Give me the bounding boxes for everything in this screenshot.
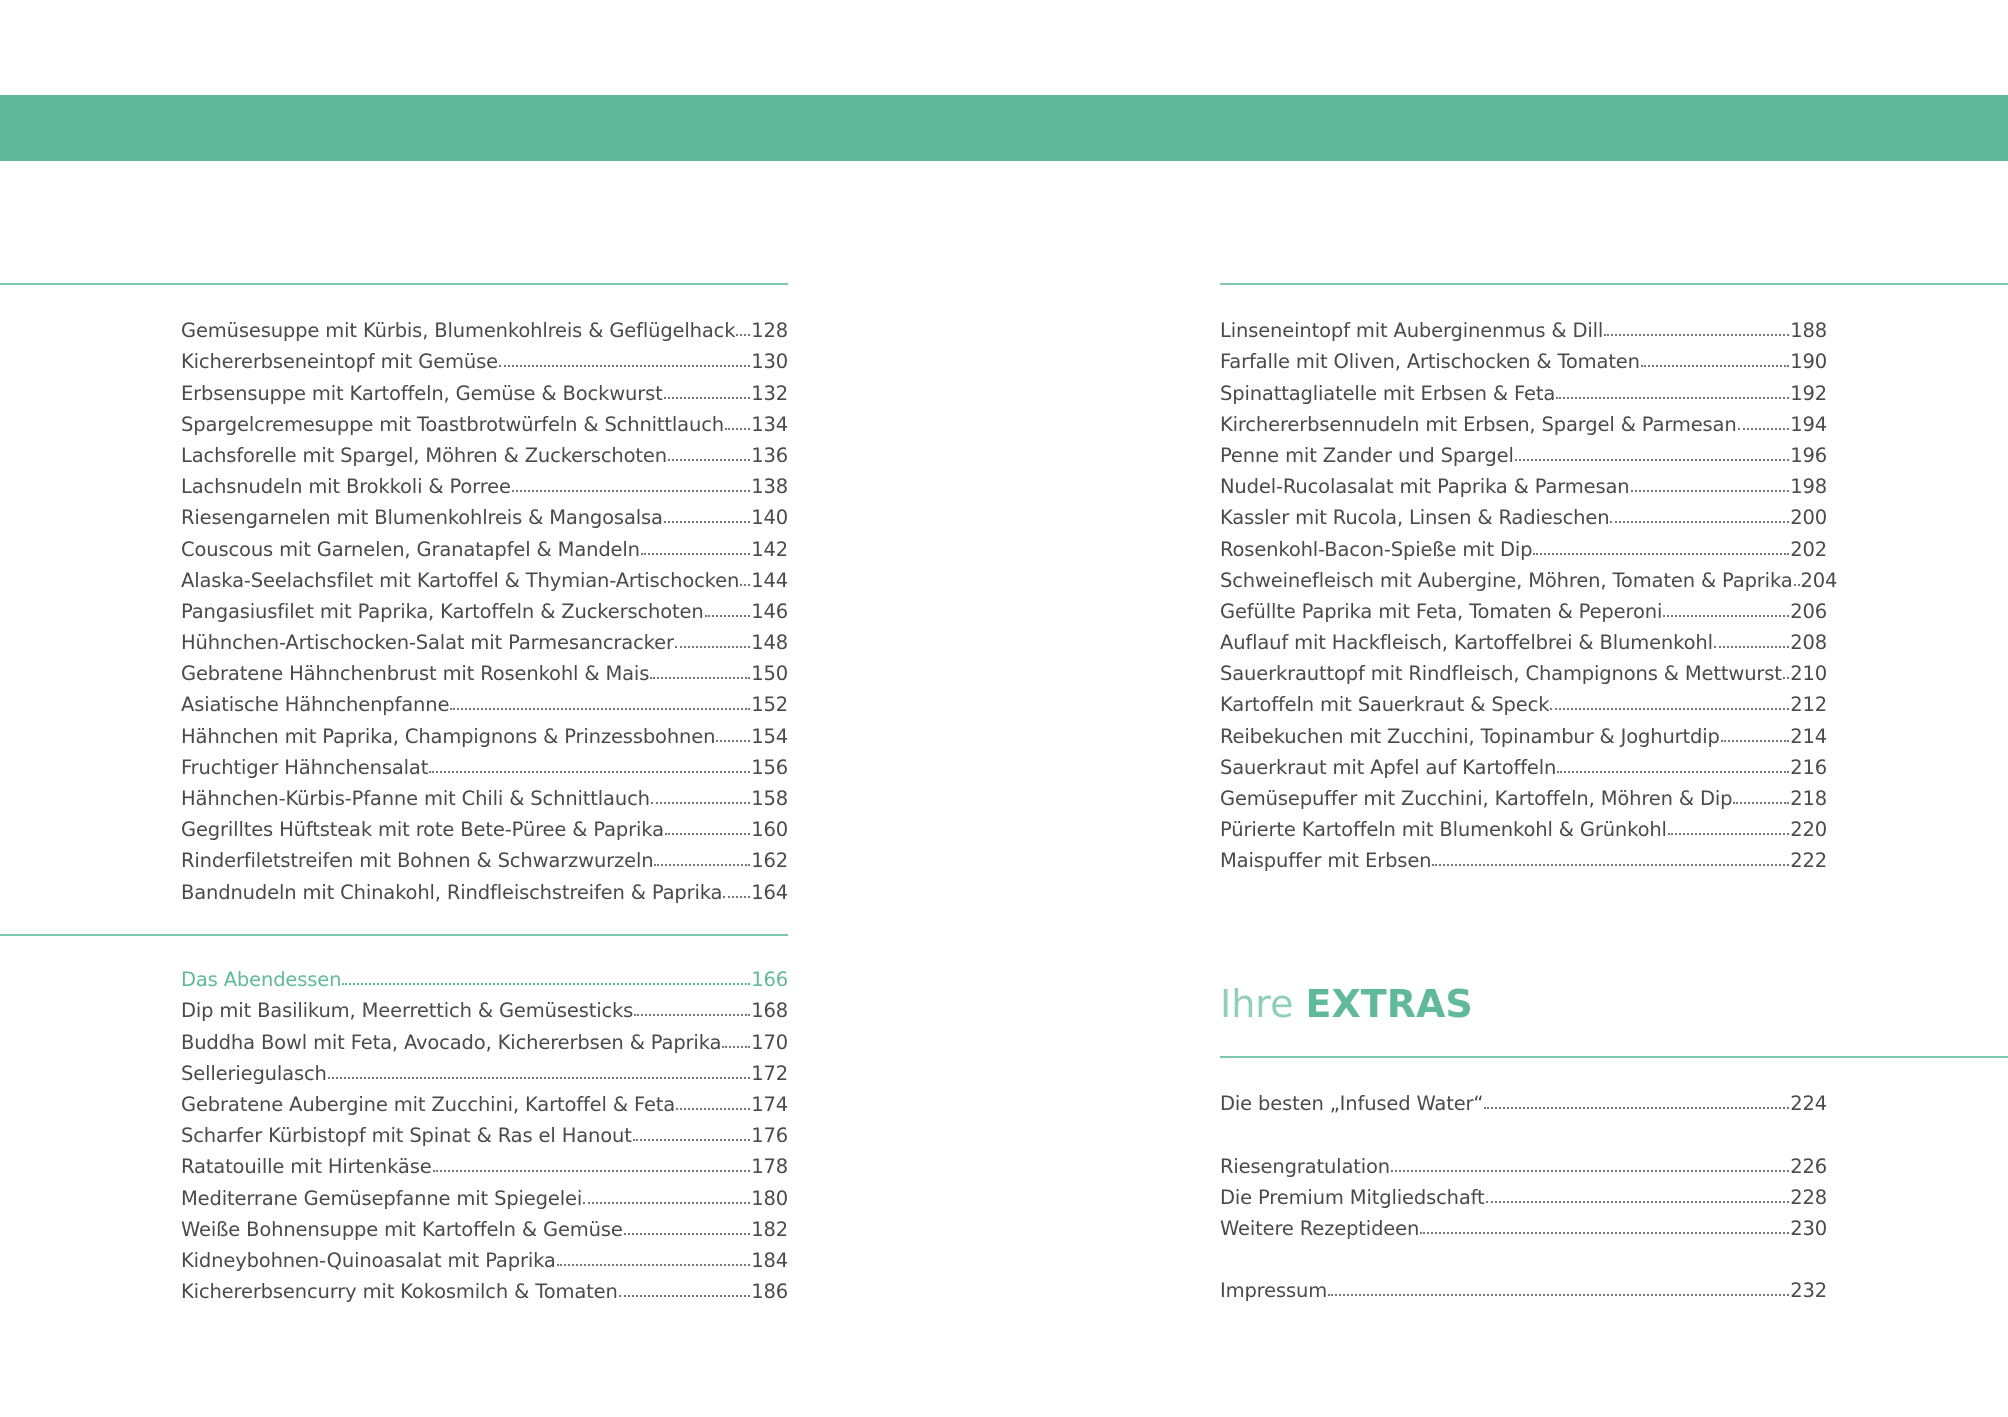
toc-entry-title: Gemüsesuppe mit Kürbis, Blumenkohlreis & Geflügelhack xyxy=(181,319,736,343)
toc-leader-dots xyxy=(1432,864,1789,866)
toc-entry-title: Weitere Rezeptideen xyxy=(1220,1216,1420,1240)
toc-entry-page: 180 xyxy=(751,1186,788,1210)
toc-entry[interactable] xyxy=(181,1275,788,1306)
toc-entry-page: 210 xyxy=(1790,662,1827,686)
toc-entry[interactable] xyxy=(1220,1181,1827,1212)
toc-entry[interactable] xyxy=(181,532,788,563)
toc-entry[interactable] xyxy=(1220,1087,1827,1118)
toc-leader-dots xyxy=(736,334,750,336)
toc-entry-page: 154 xyxy=(751,724,788,748)
toc-entry-title: Kassler mit Rucola, Linsen & Radieschen xyxy=(1220,506,1610,530)
toc-entry-title: Alaska-Seelachsfilet mit Kartoffel & Thymian-Artischocken xyxy=(181,568,740,592)
toc-entry[interactable] xyxy=(1220,595,1827,626)
toc-entry-page: 208 xyxy=(1790,631,1827,655)
toc-list-right xyxy=(1220,314,1838,875)
toc-entry-title: Mediterrane Gemüsepfanne mit Spiegelei xyxy=(181,1186,583,1210)
right-top-rule xyxy=(1220,283,2008,285)
toc-entry[interactable] xyxy=(1220,719,1827,750)
toc-leader-dots xyxy=(433,1170,751,1172)
toc-entry-page: 196 xyxy=(1790,443,1827,467)
toc-entry-page: 168 xyxy=(751,999,788,1023)
toc-entry-page: 192 xyxy=(1790,381,1827,405)
toc-entry-page: 220 xyxy=(1790,818,1827,842)
toc-entry-page: 182 xyxy=(751,1217,788,1241)
toc-entry[interactable] xyxy=(181,1119,788,1150)
left-middle-rule xyxy=(0,934,788,936)
toc-entry-page: 204 xyxy=(1800,568,1838,592)
toc-leader-dots xyxy=(619,1295,751,1297)
toc-leader-dots xyxy=(664,521,750,523)
toc-leader-dots xyxy=(1610,521,1789,523)
toc-leader-dots xyxy=(650,677,750,679)
toc-entry[interactable] xyxy=(181,688,788,719)
toc-entry[interactable] xyxy=(181,1213,788,1244)
toc-entry[interactable] xyxy=(1220,470,1827,501)
toc-leader-dots xyxy=(1631,490,1790,492)
toc-entry[interactable] xyxy=(1220,1149,1827,1180)
toc-entry-title: Kichererbseneintopf mit Gemüse xyxy=(181,350,498,374)
toc-entry-title: Kirchererbsennudeln mit Erbsen, Spargel & Parmesan xyxy=(1220,412,1737,436)
toc-entry-title: Nudel-Rucolasalat mit Paprika & Parmesan xyxy=(1220,475,1630,499)
toc-entry-title: Hähnchen-Kürbis-Pfanne mit Chili & Schnittlauch xyxy=(181,787,650,810)
extras-rule xyxy=(1220,1056,2008,1058)
toc-leader-dots xyxy=(1515,459,1789,461)
toc-entry-page: 184 xyxy=(751,1248,788,1272)
toc-entry-title: Impressum xyxy=(1220,1279,1328,1303)
left-top-rule xyxy=(0,283,788,285)
toc-leader-dots xyxy=(723,896,750,898)
toc-entry-page: 214 xyxy=(1790,724,1827,748)
toc-entry[interactable] xyxy=(1220,408,1827,439)
toc-entry[interactable] xyxy=(181,439,788,470)
toc-entry-title: Gegrilltes Hüftsteak mit rote Bete-Püree & Paprika xyxy=(181,818,664,842)
toc-leader-dots xyxy=(1641,365,1789,367)
toc-entry[interactable] xyxy=(1220,564,1838,595)
toc-entry-page: 148 xyxy=(751,631,788,655)
toc-leader-dots xyxy=(1663,615,1789,617)
toc-entry[interactable] xyxy=(1220,782,1827,813)
toc-entry[interactable] xyxy=(181,564,788,595)
toc-entry-title: Sauerkraut mit Apfel auf Kartoffeln xyxy=(1220,755,1557,779)
toc-entry-page: 206 xyxy=(1790,599,1827,623)
toc-entry-page: 132 xyxy=(751,381,788,405)
toc-entry-title: Schweinefleisch mit Aubergine, Möhren, Tomaten & Paprika xyxy=(1220,568,1793,592)
toc-entry-title: Erbsensuppe mit Kartoffeln, Gemüse & Bockwurst xyxy=(181,381,663,405)
toc-entry[interactable] xyxy=(181,408,788,439)
toc-entry[interactable] xyxy=(181,657,788,688)
toc-entry-title: Maispuffer mit Erbsen xyxy=(1220,849,1432,873)
toc-entry-page: 232 xyxy=(1790,1279,1827,1303)
toc-entry[interactable] xyxy=(1220,345,1827,376)
toc-entry-page: 128 xyxy=(751,319,788,343)
toc-entry[interactable] xyxy=(1220,1212,1827,1243)
toc-leader-dots xyxy=(634,1014,750,1016)
toc-leader-dots xyxy=(675,646,750,648)
toc-leader-dots xyxy=(1738,428,1790,430)
toc-entry-page: 174 xyxy=(751,1092,788,1116)
toc-entry[interactable] xyxy=(1220,314,1827,345)
extras-heading-light: Ihre xyxy=(1220,982,1306,1026)
toc-entry-title: Gefüllte Paprika mit Feta, Tomaten & Peperoni xyxy=(1220,599,1663,623)
toc-leader-dots xyxy=(1604,334,1789,336)
toc-entry-title: Weiße Bohnensuppe mit Kartoffeln & Gemüse xyxy=(181,1217,623,1241)
toc-entry-page: 142 xyxy=(751,537,788,561)
toc-entry[interactable] xyxy=(1220,532,1827,563)
toc-leader-dots xyxy=(499,365,750,367)
toc-entry-title: Spargelcremesuppe mit Toastbrotwürfeln & Schnittlauch xyxy=(181,412,724,436)
toc-leader-dots xyxy=(624,1233,751,1235)
toc-entry[interactable] xyxy=(181,595,788,626)
toc-entry-page: 136 xyxy=(751,443,788,467)
toc-leader-dots xyxy=(512,490,750,492)
toc-entry[interactable] xyxy=(1220,657,1827,688)
toc-entry-title: Linseneintopf mit Auberginenmus & Dill xyxy=(1220,319,1604,343)
toc-entry-page: 170 xyxy=(751,1030,788,1054)
toc-list-extras xyxy=(1220,1087,1827,1305)
toc-entry[interactable] xyxy=(1220,751,1827,782)
toc-entry-page: 172 xyxy=(751,1061,788,1085)
toc-entry-page: 164 xyxy=(751,880,788,904)
toc-leader-dots xyxy=(664,397,751,399)
toc-entry[interactable] xyxy=(181,813,788,844)
toc-entry-title: Auflauf mit Hackfleisch, Kartoffelbrei & Blumenkohl xyxy=(1220,631,1713,655)
toc-entry-page: 226 xyxy=(1790,1154,1827,1178)
toc-entry-page: 152 xyxy=(751,693,788,717)
toc-entry-title: Kartoffeln mit Sauerkraut & Speck xyxy=(1220,693,1550,717)
toc-leader-dots xyxy=(651,802,750,804)
toc-entry-title: Gebratene Hähnchenbrust mit Rosenkohl & Mais xyxy=(181,662,650,686)
toc-leader-dots xyxy=(1714,646,1789,648)
toc-entry[interactable] xyxy=(181,844,788,875)
toc-entry[interactable] xyxy=(181,782,788,813)
toc-entry-title: Asiatische Hähnchenpfanne xyxy=(181,693,450,717)
toc-entry[interactable] xyxy=(1220,376,1827,407)
toc-leader-dots xyxy=(1420,1232,1789,1234)
toc-entry[interactable] xyxy=(181,1057,788,1088)
toc-leader-dots xyxy=(1794,584,1800,586)
toc-spacer xyxy=(1220,1243,1827,1274)
toc-entry[interactable] xyxy=(181,875,788,906)
toc-entry[interactable] xyxy=(1220,1274,1827,1305)
toc-leader-dots xyxy=(583,1202,750,1204)
toc-leader-dots xyxy=(654,864,750,866)
toc-entry-title: Riesengratulation xyxy=(1220,1154,1390,1178)
toc-entry[interactable] xyxy=(1220,501,1827,532)
toc-entry-title: Selleriegulasch xyxy=(181,1061,327,1085)
toc-leader-dots xyxy=(1556,397,1789,399)
toc-entry-title: Sauerkrauttopf mit Rindfleisch, Champignons & Mettwurst xyxy=(1220,662,1782,686)
toc-leader-dots xyxy=(740,584,750,586)
toc-leader-dots xyxy=(1486,1201,1790,1203)
toc-entry-title: Pürierte Kartoffeln mit Blumenkohl & Grünkohl xyxy=(1220,818,1667,842)
toc-entry-page: 186 xyxy=(751,1280,788,1304)
toc-entry[interactable] xyxy=(181,314,788,345)
toc-entry-page: 230 xyxy=(1790,1216,1827,1240)
toc-leader-dots xyxy=(705,615,751,617)
toc-entry-page: 224 xyxy=(1790,1092,1827,1116)
toc-entry-page: 160 xyxy=(751,818,788,842)
toc-entry-page: 200 xyxy=(1790,506,1827,530)
toc-entry-title: Bandnudeln mit Chinakohl, Rindfleischstreifen & Paprika xyxy=(181,880,723,904)
toc-leader-dots xyxy=(1328,1294,1789,1296)
toc-leader-dots xyxy=(716,740,750,742)
toc-entry-title: Kichererbsencurry mit Kokosmilch & Tomaten xyxy=(181,1280,618,1304)
toc-spacer xyxy=(1220,1118,1827,1149)
toc-entry-page: 212 xyxy=(1790,693,1827,717)
toc-entry[interactable] xyxy=(181,345,788,376)
toc-entry-title: Scharfer Kürbistopf mit Spinat & Ras el Hanout xyxy=(181,1124,632,1148)
toc-entry-page: 216 xyxy=(1790,755,1827,779)
toc-leader-dots xyxy=(557,1264,751,1266)
section-heading-dinner[interactable] xyxy=(181,963,788,994)
toc-entry-title: Lachsforelle mit Spargel, Möhren & Zuckerschoten xyxy=(181,443,667,467)
toc-entry-page: 134 xyxy=(751,412,788,436)
toc-entry-page: 138 xyxy=(751,475,788,499)
toc-entry-page: 166 xyxy=(751,968,788,992)
toc-entry[interactable] xyxy=(181,626,788,657)
toc-entry-title: Die Premium Mitgliedschaft xyxy=(1220,1185,1485,1209)
toc-entry-title: Couscous mit Garnelen, Granatapfel & Mandeln xyxy=(181,537,640,561)
toc-entry-title: Buddha Bowl mit Feta, Avocado, Kichererbsen & Paprika xyxy=(181,1030,722,1054)
toc-leader-dots xyxy=(1557,771,1789,773)
toc-list-lunch xyxy=(181,314,788,907)
toc-entry-title: Lachsnudeln mit Brokkoli & Porree xyxy=(181,475,511,499)
toc-leader-dots xyxy=(665,833,750,835)
toc-leader-dots xyxy=(328,1077,750,1079)
toc-entry-page: 156 xyxy=(751,755,788,779)
toc-entry-title: Dip mit Basilikum, Meerrettich & Gemüsesticks xyxy=(181,999,634,1023)
toc-entry-title: Gebratene Aubergine mit Zucchini, Kartoffel & Feta xyxy=(181,1092,676,1116)
toc-entry[interactable] xyxy=(181,751,788,782)
toc-entry-title: Penne mit Zander und Spargel xyxy=(1220,443,1514,467)
toc-entry[interactable] xyxy=(181,1025,788,1056)
toc-entry-title: Rinderfiletstreifen mit Bohnen & Schwarzwurzeln xyxy=(181,849,654,873)
toc-leader-dots xyxy=(676,1108,750,1110)
toc-leader-dots xyxy=(1550,708,1789,710)
toc-entry-title: Reibekuchen mit Zucchini, Topinambur & Joghurtdip xyxy=(1220,724,1720,748)
toc-entry-title: Ratatouille mit Hirtenkäse xyxy=(181,1155,432,1179)
toc-entry-page: 176 xyxy=(751,1124,788,1148)
toc-entry[interactable] xyxy=(1220,844,1827,875)
toc-entry[interactable] xyxy=(181,1181,788,1212)
toc-entry[interactable] xyxy=(181,1150,788,1181)
toc-entry-title: Riesengarnelen mit Blumenkohlreis & Mangosalsa xyxy=(181,506,663,530)
toc-entry-title: Die besten „Infused Water“ xyxy=(1220,1092,1484,1116)
toc-leader-dots xyxy=(342,983,750,985)
toc-entry-page: 190 xyxy=(1790,350,1827,374)
toc-leader-dots xyxy=(450,708,750,710)
toc-entry-title: Kidneybohnen-Quinoasalat mit Paprika xyxy=(181,1248,556,1272)
toc-list-dinner xyxy=(181,963,788,1306)
toc-entry-page: 178 xyxy=(751,1155,788,1179)
toc-leader-dots xyxy=(1783,677,1789,679)
extras-heading-bold: EXTRAS xyxy=(1305,982,1473,1026)
toc-leader-dots xyxy=(722,1046,750,1048)
toc-entry[interactable] xyxy=(181,719,788,750)
toc-leader-dots xyxy=(725,428,750,430)
toc-entry-title: Rosenkohl-Bacon-Spieße mit Dip xyxy=(1220,537,1533,561)
toc-entry-page: 146 xyxy=(751,599,788,623)
toc-entry-page: 222 xyxy=(1790,849,1827,873)
toc-entry-title: Pangasiusfilet mit Paprika, Kartoffeln & Zuckerschoten xyxy=(181,599,704,623)
toc-entry-page: 194 xyxy=(1790,412,1827,436)
toc-leader-dots xyxy=(668,459,750,461)
toc-entry-page: 140 xyxy=(751,506,788,530)
toc-leader-dots xyxy=(641,553,750,555)
toc-entry[interactable] xyxy=(1220,688,1827,719)
toc-entry[interactable] xyxy=(1220,439,1827,470)
toc-entry-page: 150 xyxy=(751,662,788,686)
toc-leader-dots xyxy=(633,1139,751,1141)
toc-entry-title: Das Abendessen xyxy=(181,968,342,992)
toc-entry-page: 202 xyxy=(1790,537,1827,561)
toc-entry-page: 228 xyxy=(1790,1185,1827,1209)
toc-entry[interactable] xyxy=(181,376,788,407)
toc-entry[interactable] xyxy=(181,1244,788,1275)
toc-entry-page: 130 xyxy=(751,350,788,374)
toc-leader-dots xyxy=(1484,1107,1789,1109)
toc-entry-title: Fruchtiger Hähnchensalat xyxy=(181,755,429,779)
header-band xyxy=(0,95,2008,161)
toc-entry-page: 158 xyxy=(751,787,788,810)
toc-entry-page: 218 xyxy=(1790,787,1827,810)
toc-entry[interactable] xyxy=(181,501,788,532)
extras-heading xyxy=(1220,982,1473,1026)
toc-entry[interactable] xyxy=(181,1088,788,1119)
toc-leader-dots xyxy=(1391,1170,1789,1172)
toc-entry-title: Farfalle mit Oliven, Artischocken & Tomaten xyxy=(1220,350,1640,374)
toc-entry-title: Spinattagliatelle mit Erbsen & Feta xyxy=(1220,381,1556,405)
toc-entry-title: Hähnchen mit Paprika, Champignons & Prinzessbohnen xyxy=(181,724,716,748)
toc-entry-page: 198 xyxy=(1790,475,1827,499)
toc-entry-page: 162 xyxy=(751,849,788,873)
toc-leader-dots xyxy=(1668,833,1789,835)
toc-entry[interactable] xyxy=(181,994,788,1025)
toc-entry-page: 144 xyxy=(751,568,788,592)
toc-entry[interactable] xyxy=(1220,626,1827,657)
toc-leader-dots xyxy=(1533,553,1789,555)
toc-entry-title: Hühnchen-Artischocken-Salat mit Parmesancracker xyxy=(181,631,674,655)
toc-leader-dots xyxy=(1733,802,1789,804)
toc-entry[interactable] xyxy=(1220,813,1827,844)
toc-leader-dots xyxy=(429,771,750,773)
toc-entry-title: Gemüsepuffer mit Zucchini, Kartoffeln, Möhren & Dip xyxy=(1220,787,1733,810)
toc-entry-page: 188 xyxy=(1790,319,1827,343)
toc-leader-dots xyxy=(1721,740,1789,742)
toc-entry[interactable] xyxy=(181,470,788,501)
